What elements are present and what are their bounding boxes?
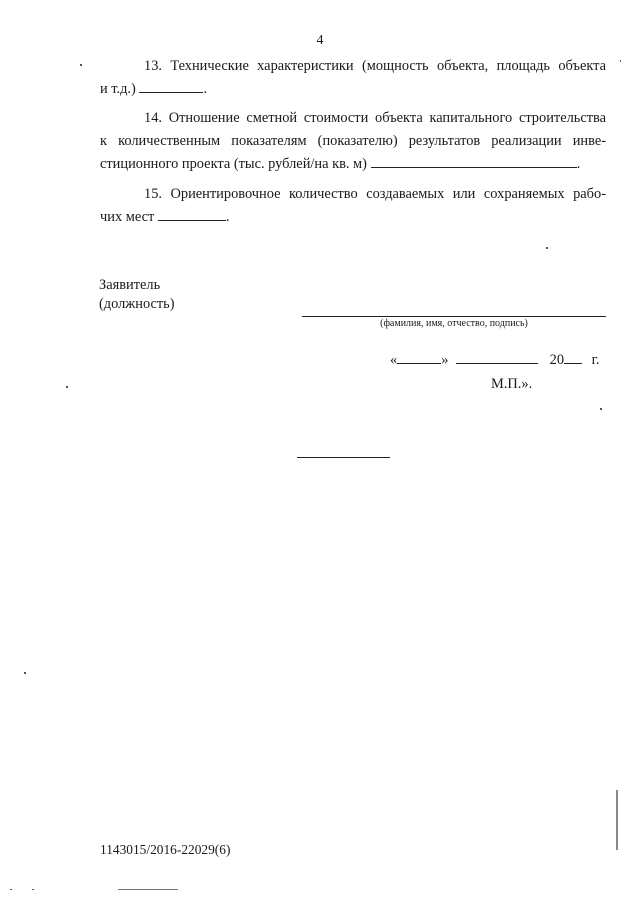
document-id: 1143015/2016-22029(6) [100,842,231,857]
date-month-blank [456,350,538,364]
signature-caption: (фамилия, имя, отчество, подпись) [380,318,528,329]
item-15-text: чих мест [100,209,155,225]
date-line [390,350,600,369]
item-14 [100,107,606,176]
item-13-line-1: 13. Технические характеристики (мощность объекта, площадь объекта [144,58,606,74]
scan-speck [24,672,26,674]
item-15 [100,183,606,229]
date-close-quote: » [441,352,449,368]
scan-speck [620,60,621,62]
item-14-line-1: 14. Отношение сметной стоимости объекта капитального строительства [144,110,606,126]
applicant-block [99,276,175,314]
signature-line [302,316,606,317]
scan-speck [80,64,82,66]
scan-speck [546,247,548,249]
end-separator-line [297,457,390,458]
item-13-text: и т.д.) [100,81,136,97]
stamp-label: М.П.». [491,376,533,392]
item-14-blank [371,154,577,168]
scan-speck [32,889,34,890]
item-13-line-2 [100,78,606,101]
scan-edge-mark [616,790,618,850]
item-14-line-2: к количественным показателям (показателю) результатов реализации инве- [100,133,606,149]
page-number: 4 [316,33,324,48]
applicant-position-label: (должность) [99,296,175,312]
item-13-end: . [203,81,208,97]
item-14-end: . [576,156,581,172]
scan-speck [600,408,602,410]
applicant-label: Заявитель [99,277,161,293]
scan-speck [10,889,12,890]
item-15-end: . [225,209,230,225]
item-15-blank [158,207,226,221]
scan-edge-mark [118,889,178,890]
scan-speck [66,386,68,388]
item-14-line-3 [100,153,606,176]
date-year-blank [564,350,582,364]
date-day-blank [397,350,441,364]
item-13 [100,55,606,101]
item-13-blank [139,79,203,93]
item-15-line-1: 15. Ориентировочное количество создаваемых или сохраняемых рабо- [144,186,606,202]
item-15-line-2 [100,206,606,229]
date-year-suffix: г. [591,352,600,368]
date-year-prefix: 20 [549,352,565,368]
date-open-quote: « [390,352,398,368]
item-14-text: стиционного проекта (тыс. рублей/на кв. м) [100,156,367,172]
